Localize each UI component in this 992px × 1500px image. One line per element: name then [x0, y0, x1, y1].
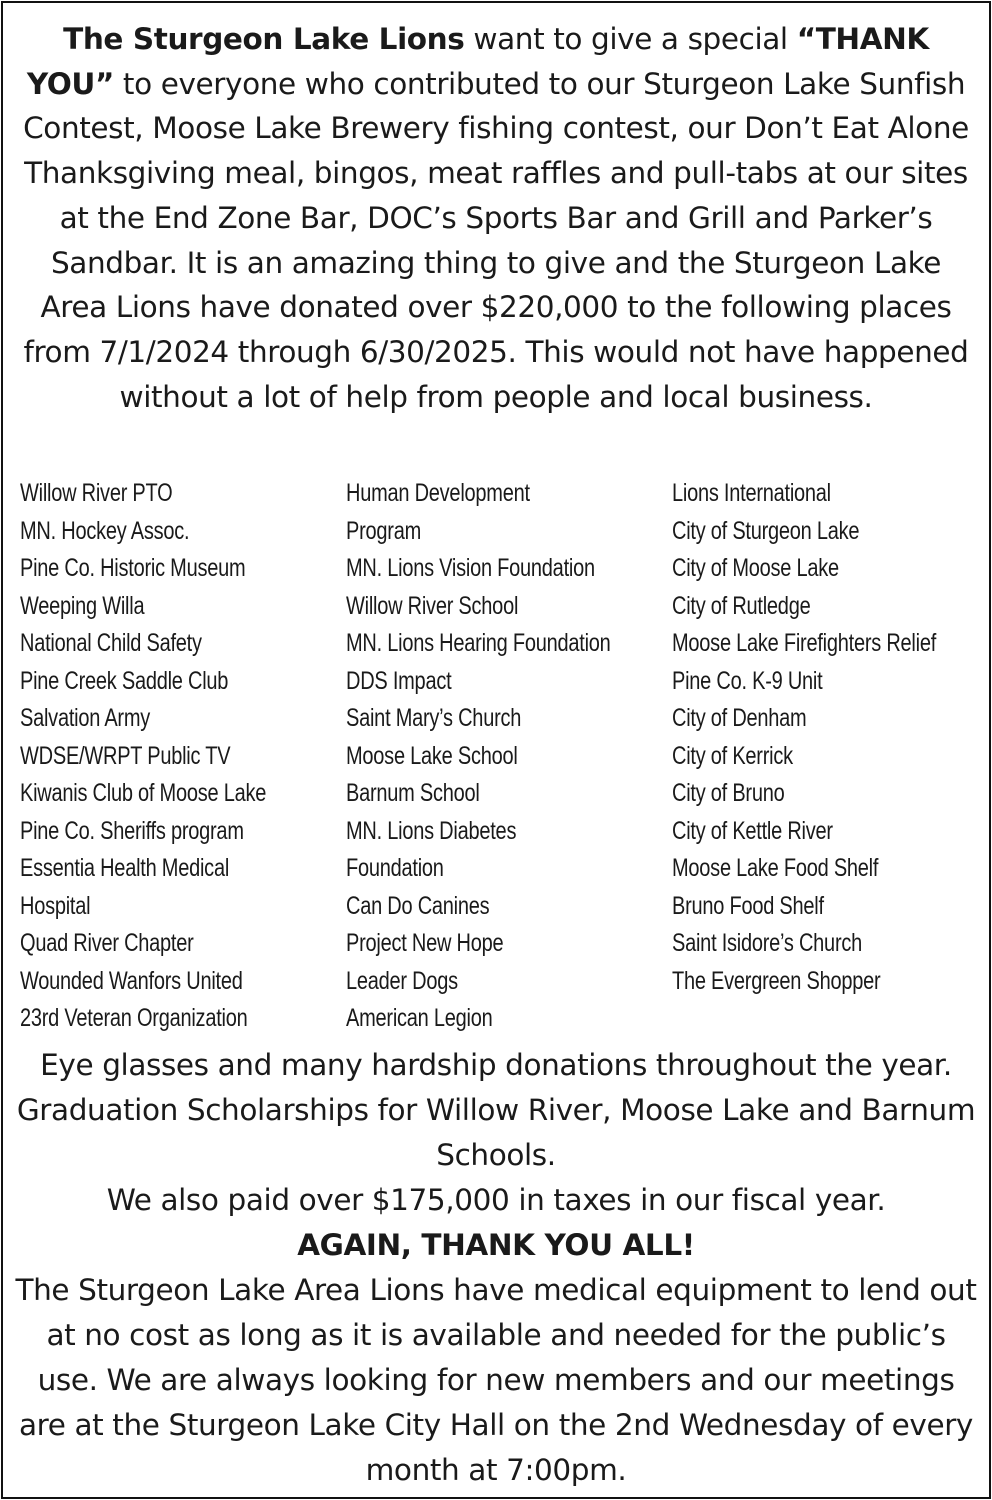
recipient-item: City of Kerrick	[672, 741, 793, 770]
closing-section	[13, 1043, 979, 1493]
recipient-item: Lions International	[672, 479, 831, 507]
recipient-item: MN. Lions Hearing Foundation	[346, 629, 611, 657]
recipient-item: City of Rutledge	[672, 591, 811, 620]
recipient-item: Kiwanis Club of Moose Lake	[20, 779, 267, 807]
equipment-paragraph: The Sturgeon Lake Area Lions have medical equipment to lend out at no cost as long as it is available and needed for the public’s use. We are always looking for new members and our meetings are at the Sturgeon Lake City Hall on the 2nd Wednesday of every month at 7:00pm.	[15, 1273, 977, 1487]
recipient-item: City of Kettle River	[672, 816, 833, 845]
taxes-line: We also paid over $175,000 in taxes in our fiscal year.	[106, 1183, 886, 1217]
recipient-item: Willow River School	[346, 591, 519, 620]
recipient-item: Leader Dogs	[346, 966, 458, 995]
recipient-item: Saint Isidore’s Church	[672, 929, 863, 957]
recipient-item: City of Denham	[672, 704, 807, 732]
recipient-item: Can Do Canines	[346, 891, 490, 920]
recipients-column-1	[20, 475, 328, 1038]
thank-you-ad	[1, 1, 991, 1499]
recipient-item: Moose Lake Food Shelf	[672, 854, 879, 882]
recipient-item: Hospital	[20, 891, 91, 920]
recipients-list	[20, 475, 981, 1041]
eye-glasses-paragraph: Eye glasses and many hardship donations throughout the year. Graduation Scholarships for Willow River, Moose Lake and Barnum Schools.	[16, 1048, 976, 1172]
thank-you-quote: “THANK YOU”	[26, 22, 929, 101]
recipient-item: Pine Creek Saddle Club	[20, 666, 229, 695]
again-thank-you-heading: AGAIN, THANK YOU ALL!	[297, 1228, 695, 1262]
recipient-item: City of Sturgeon Lake	[672, 516, 860, 545]
recipient-item: DDS Impact	[346, 666, 452, 695]
recipient-item: The Evergreen Shopper	[672, 966, 881, 995]
recipient-item: 23rd Veteran Organization	[20, 1004, 248, 1032]
recipient-item: Barnum School	[346, 779, 480, 807]
recipient-item: MN. Lions Diabetes	[346, 816, 517, 845]
recipient-item: WDSE/WRPT Public TV	[20, 741, 231, 770]
org-name: The Sturgeon Lake Lions	[63, 22, 465, 56]
recipient-item: Pine Co. K-9 Unit	[672, 666, 823, 695]
recipient-item: Bruno Food Shelf	[672, 891, 824, 920]
intro-text-2: to everyone who contributed to our Sturgeon Lake Sunfish Contest, Moose Lake Brewery fishing contest, our Don’t Eat Alone Thanksgiving meal, bingos, meat raffles and pull-tabs at our sites at the End Zone Bar, DOC’s Sports Bar and Grill and Parker’s Sandbar. It is an amazing thing to give and the Sturgeon Lake Area Lions have donated over $220,000 to the following places from 7/1/2024 through 6/30/2025. This would not have happened without a lot of help from people and local business.	[23, 66, 969, 414]
recipient-item: Foundation	[346, 854, 444, 882]
recipient-item: Quad River Chapter	[20, 929, 194, 957]
recipient-item: Moose Lake Firefighters Relief	[672, 629, 937, 657]
recipient-item: Program	[346, 516, 422, 545]
recipient-item: MN. Lions Vision Foundation	[346, 554, 595, 582]
recipient-item: MN. Hockey Assoc.	[20, 516, 190, 545]
recipient-item: Project New Hope	[346, 929, 504, 957]
recipient-item: Saint Mary’s Church	[346, 704, 522, 732]
recipient-item: City of Moose Lake	[672, 554, 839, 582]
recipient-item: Willow River PTO	[20, 479, 173, 507]
recipients-column-3	[672, 475, 991, 1000]
recipient-item: National Child Safety	[20, 629, 202, 657]
recipient-item: Essentia Health Medical	[20, 854, 230, 882]
recipient-item: Salvation Army	[20, 704, 151, 732]
recipient-item: Moose Lake School	[346, 741, 518, 770]
recipient-item: Pine Co. Sheriffs program	[20, 816, 244, 845]
intro-text-1: want to give a special	[464, 22, 797, 56]
recipients-column-2	[346, 475, 677, 1038]
recipient-item: American Legion	[346, 1004, 493, 1032]
intro-paragraph	[21, 17, 971, 419]
recipient-item: Weeping Willa	[20, 591, 145, 620]
recipient-item: Wounded Wanfors United	[20, 966, 243, 995]
recipient-item: Human Development	[346, 479, 530, 507]
recipient-item: City of Bruno	[672, 779, 785, 807]
recipient-item: Pine Co. Historic Museum	[20, 554, 246, 582]
